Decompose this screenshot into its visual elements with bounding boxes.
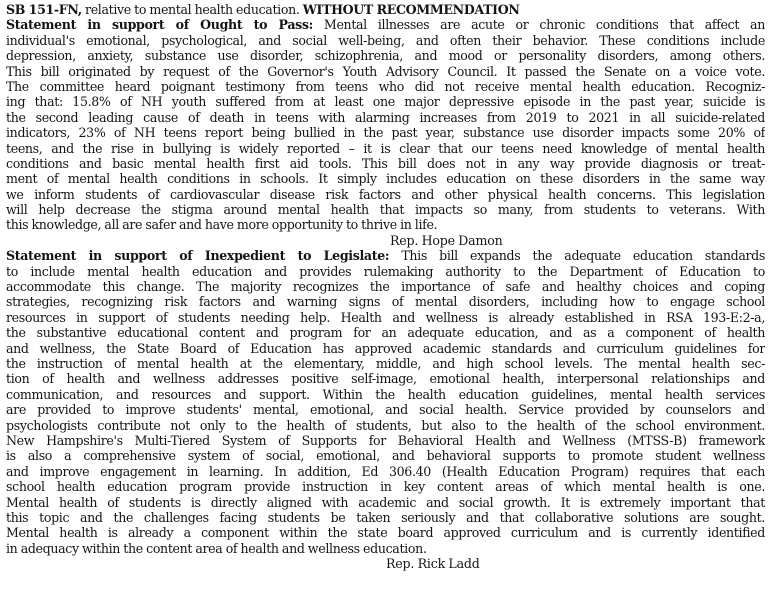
itl-line-19: in adequacy within the content area of health and wellness education. [6, 540, 427, 556]
itl-line-16: Mental health of students is directly aligned with academic and social growth. It is extremely important that [6, 494, 765, 510]
itl-line-12: New Hampshire's Multi-Tiered System of Supports for Behavioral Health and Wellness (MTSS-B) framework [6, 432, 765, 448]
otp-line-2: depression, anxiety, substance use disorder, schizophrenia, and mood or personality disorders, among others. [6, 48, 765, 64]
itl-line-15: school health education program provide instruction in key content areas of which mental health is one. [6, 479, 765, 495]
otp-line-13: this knowledge, all are safer and have more opportunity to thrive in life. [6, 217, 438, 233]
itl-line-11: psychologists contribute not only to the health of students, but also to the health of the school environment. [6, 417, 765, 433]
bill-header-line [6, 2, 765, 17]
otp-signature: Rep. Hope Damon [390, 232, 503, 248]
otp-line-10: ment of mental health conditions in schools. It simply includes education on these disorders in the same way [6, 171, 765, 187]
otp-line-0-text: Mental illnesses are acute or chronic conditions that affect an [312, 17, 765, 33]
itl-heading: Statement in support of Inexpedient to Legislate: [6, 248, 390, 264]
itl-line-9: communication, and resources and support. Within the health education guidelines, mental health services [6, 386, 765, 402]
recommendation: WITHOUT RECOMMENDATION [302, 2, 520, 17]
itl-line-5: the substantive educational content and program for an adequate education, and as a component of health [6, 325, 765, 341]
otp-line-6: the second leading cause of death in teens with alarming increases from 2019 to 2021 in all suicide-related [6, 109, 765, 125]
itl-line-14: and improve engagement in learning. In addition, Ed 306.40 (Health Education Program) requires that each [6, 463, 765, 479]
itl-line-17: this topic and the challenges facing students be taken seriously and that collaborative solutions are sought. [6, 509, 765, 525]
itl-line-6: and wellness, the State Board of Education has approved academic standards and curriculum guidelines for [6, 340, 765, 356]
bill-title: relative to mental health education. [81, 2, 303, 17]
otp-line-8: teens, and the rise in bullying is widely reported – it is clear that our teens need knowledge of mental health [6, 140, 765, 156]
itl-line-7: the instruction of mental health at the elementary, middle, and high school levels. The mental health sec- [6, 355, 765, 371]
otp-line-7: indicators, 23% of NH teens report being bullied in the past year, substance use disorder impacts some 20% of [6, 125, 765, 141]
itl-line-3: strategies, recognizing risk factors and warning signs of mental disorders, including how to engage school [6, 294, 765, 310]
itl-line-10: are provided to improve students' mental, emotional, and social health. Service provided by counselors and [6, 402, 765, 418]
itl-line-4: resources in support of students needing help. Health and wellness is already established in RSA 193-E:2-a, [6, 309, 765, 325]
otp-line-9: conditions and basic mental health first aid tools. This bill does not in any way provide diagnosis or treat- [6, 155, 765, 171]
itl-line-18: Mental health is already a component within the state board approved curriculum and is currently identified [6, 525, 765, 541]
itl-line-1: to include mental health education and provides rulemaking authority to the Department of Education to [6, 263, 765, 279]
itl-line-8: tion of health and wellness addresses positive self-image, emotional health, interpersonal relationships and [6, 371, 765, 387]
otp-line-5: ing that: 15.8% of NH youth suffered from at least one major depressive episode in the past year, suicide is [6, 94, 765, 110]
otp-line-11: we inform students of cardiovascular disease risk factors and other physical health concerns. This legislation [6, 186, 765, 202]
otp-line-0 [6, 17, 765, 32]
itl-line-13: is also a comprehensive system of social, emotional, and behavioral supports to promote student wellness [6, 448, 765, 464]
bill-id: SB 151-FN, [6, 2, 82, 17]
otp-line-4: The committee heard poignant testimony from teens who did not receive mental health education. Recogniz- [6, 78, 765, 94]
itl-line-2: accommodate this change. The majority recognizes the importance of safe and healthy choices and coping [6, 279, 765, 295]
otp-line-3: This bill originated by request of the Governor's Youth Advisory Council. It passed the Senate on a voice vote. [6, 63, 765, 79]
itl-line-0 [6, 248, 765, 263]
otp-heading: Statement in support of Ought to Pass: [6, 17, 313, 33]
otp-line-12: will help decrease the stigma around mental health that impacts so many, from students to veterans. With [6, 202, 765, 218]
itl-line-0-text: This bill expands the adequate education standards [389, 248, 765, 264]
itl-signature: Rep. Rick Ladd [386, 556, 480, 572]
otp-line-1: individual's emotional, psychological, and social well-being, and often their behavior. These conditions include [6, 32, 765, 48]
